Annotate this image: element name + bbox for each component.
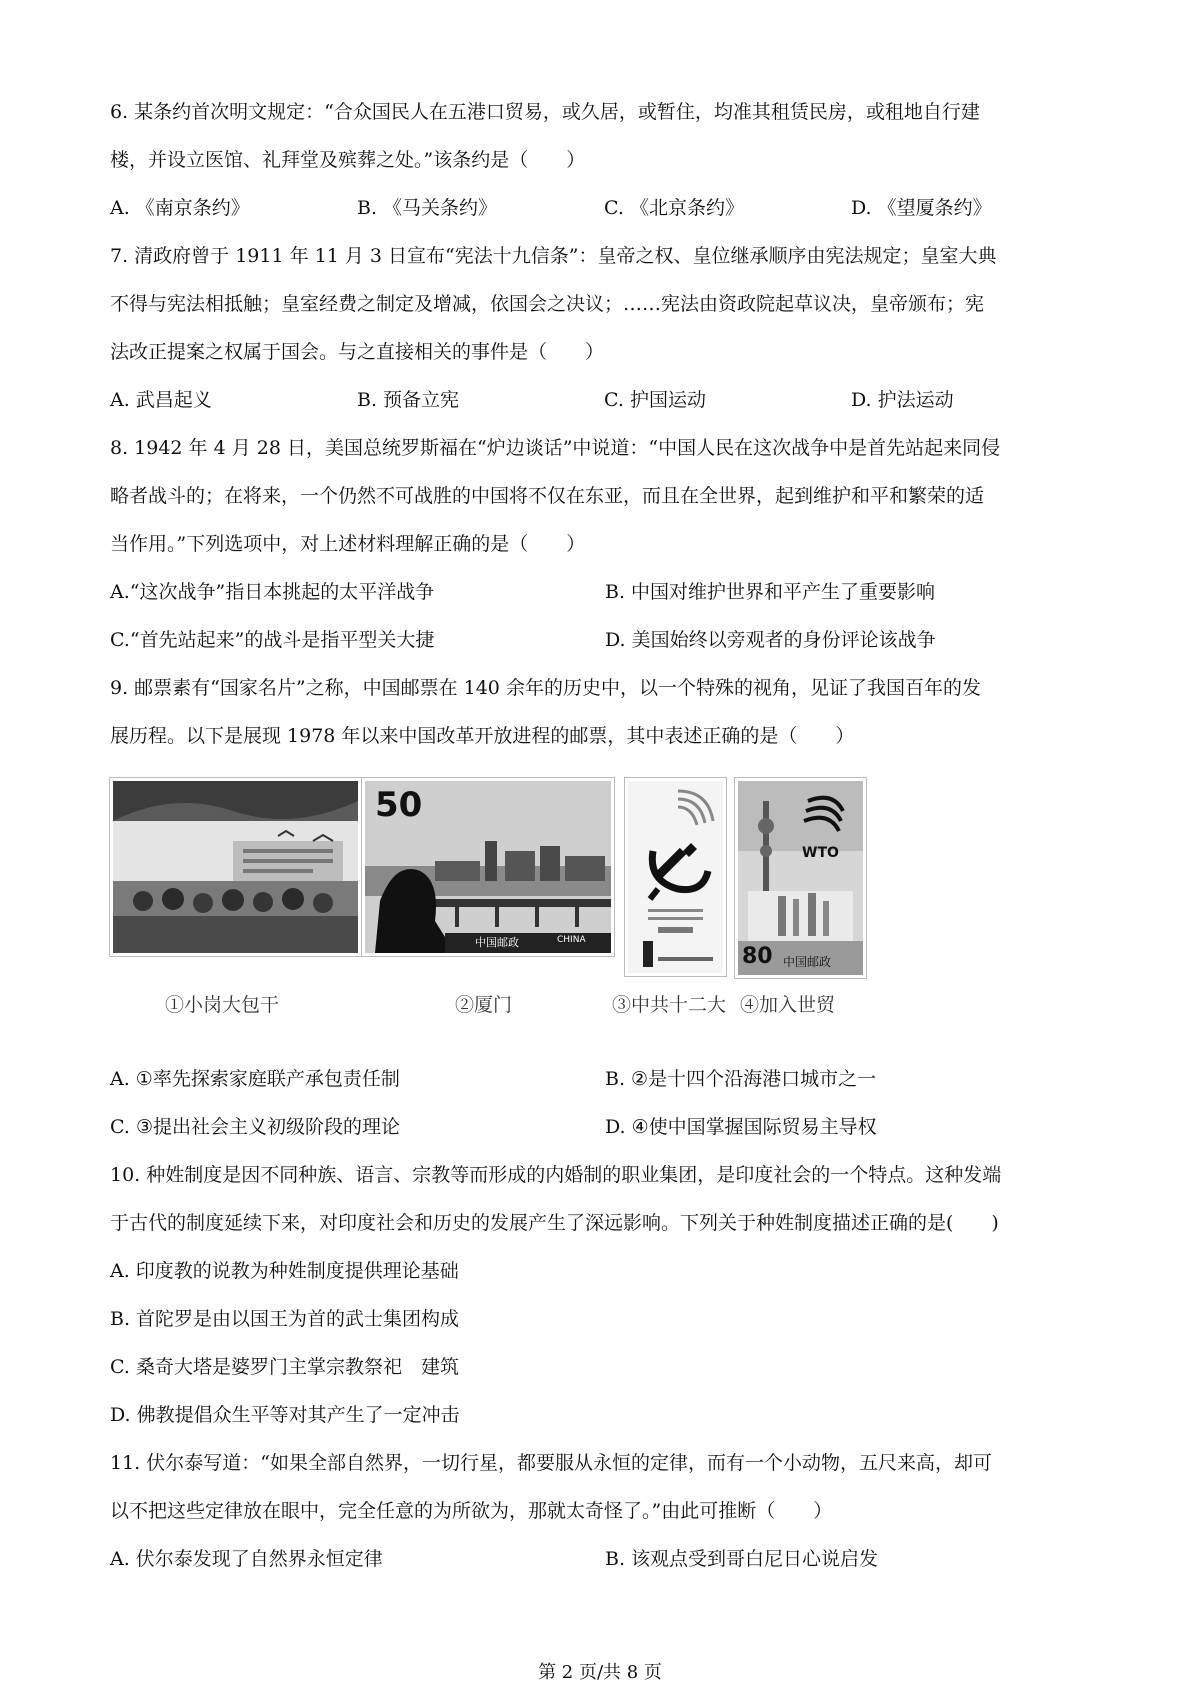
stamp-party-congress-image <box>628 781 723 973</box>
question-8-line: 当作用。”下列选项中，对上述材料理解正确的是（ ） <box>110 533 586 555</box>
question-6-options <box>110 184 1100 232</box>
question-8-line: 8. 1942 年 4 月 28 日，美国总统罗斯福在“炉边谈话”中说道：“中国人民在这次战争中是首先站起来同侵 <box>110 437 1001 459</box>
question-11-line: 11. 伏尔泰写道：“如果全部自然界，一切行星，都要服从永恒的定律，而有一个小动物，五尺来高，却可 <box>110 1452 992 1474</box>
option-a: A. 伏尔泰发现了自然界永恒定律 <box>110 1548 383 1570</box>
option-d: D. 美国始终以旁观者的身份评论该战争 <box>605 629 936 651</box>
option-d: D. ④使中国掌握国际贸易主导权 <box>605 1116 877 1138</box>
question-9-line: 9. 邮票素有“国家名片”之称，中国邮票在 140 余年的历史中，以一个特殊的视角，见证了我国百年的发 <box>110 677 981 699</box>
page-footer: 第 2 页/共 8 页 <box>538 1662 662 1683</box>
stamp-caption-1: ①小岗大包干 <box>165 994 280 1016</box>
option-d: D. 《望厦条约》 <box>851 197 992 219</box>
option-a: A. ①率先探索家庭联产承包责任制 <box>110 1068 400 1090</box>
question-7-line: 法改正提案之权属于国会。与之直接相关的事件是（ ） <box>110 341 605 363</box>
question-8-options-row2 <box>110 616 1100 664</box>
question-9-options-row1 <box>110 1055 1100 1103</box>
question-6-line: 6. 某条约首次明文规定：“合众国民人在五港口贸易，或久居，或暂住，均准其租赁民房，或租地自行建 <box>110 101 980 123</box>
question-9-line: 展历程。以下是展现 1978 年以来中国改革开放进程的邮票，其中表述正确的是（ ） <box>110 725 855 747</box>
question-10-line: 于古代的制度延续下来，对印度社会和历史的发展产生了深远影响。下列关于种姓制度描述正确的是( ) <box>110 1212 999 1234</box>
question-10 <box>110 1151 1100 1247</box>
question-8 <box>110 424 1100 568</box>
question-6-line: 楼，并设立医馆、礼拜堂及殡葬之处。”该条约是（ ） <box>110 149 586 171</box>
option-b: B. 该观点受到哥白尼日心说启发 <box>605 1548 879 1570</box>
stamp-party-congress <box>625 778 726 976</box>
stamps-figure <box>110 768 1100 1051</box>
question-9-options-row2 <box>110 1103 1100 1151</box>
option-d: D. 护法运动 <box>851 389 954 411</box>
option-b: B. 《马关条约》 <box>357 197 498 219</box>
stamp-xiaogang <box>110 778 361 956</box>
stamp-xiamen-country: CHINA <box>557 935 586 945</box>
question-11-line: 以不把这些定律放在眼中，完全任意的为所欲为，那就太奇怪了。”由此可推断（ ） <box>110 1500 833 1522</box>
option-b: B. 预备立宪 <box>357 389 460 411</box>
option-a: A. 《南京条约》 <box>110 197 250 219</box>
question-7-line: 7. 清政府曾于 1911 年 11 月 3 日宣布“宪法十九信条”：皇帝之权、皇位继承顺序由宪法规定；皇室大典 <box>110 245 997 267</box>
stamp-xiamen-post: 中国邮政 <box>475 936 519 949</box>
stamp-caption-4: ④加入世贸 <box>740 994 836 1016</box>
option-c: C. ③提出社会主义初级阶段的理论 <box>110 1116 400 1138</box>
question-11 <box>110 1439 1100 1535</box>
question-6 <box>110 88 1100 184</box>
stamp-xiamen <box>362 778 614 956</box>
question-10-line: 10. 种姓制度是因不同种族、语言、宗教等而形成的内婚制的职业集团，是印度社会的一个特点。这种发端 <box>110 1164 1002 1186</box>
question-7-options <box>110 376 1100 424</box>
exam-page <box>110 88 1100 1583</box>
question-9 <box>110 664 1100 760</box>
stamp-wto-value: 80 <box>742 944 773 969</box>
option-b: B. 首陀罗是由以国王为首的武士集团构成 <box>110 1308 460 1330</box>
question-8-line: 略者战斗的；在将来，一个仍然不可战胜的中国将不仅在东亚，而且在全世界，起到维护和平和繁荣的适 <box>110 485 985 507</box>
option-c: C. 《北京条约》 <box>604 197 744 219</box>
question-7 <box>110 232 1100 376</box>
option-b: B. 中国对维护世界和平产生了重要影响 <box>605 581 936 603</box>
option-a: A.“这次战争”指日本挑起的太平洋战争 <box>110 581 435 603</box>
stamp-wto <box>735 778 866 978</box>
question-7-line: 不得与宪法相抵触；皇室经费之制定及增减，依国会之决议；……宪法由资政院起草议决，皇帝颁布；宪 <box>110 293 985 315</box>
option-d: D. 佛教提倡众生平等对其产生了一定冲击 <box>110 1404 460 1426</box>
option-a: A. 武昌起义 <box>110 389 212 411</box>
option-c: C. 桑奇大塔是婆罗门主掌宗教祭祀 建筑 <box>110 1356 459 1378</box>
stamp-xiaogang-image <box>113 781 358 953</box>
stamp-caption-3: ③中共十二大 <box>612 994 727 1016</box>
option-b: B. ②是十四个沿海港口城市之一 <box>605 1068 877 1090</box>
stamp-caption-2: ②厦门 <box>455 994 513 1016</box>
option-c: C. 护国运动 <box>604 389 706 411</box>
option-a: A. 印度教的说教为种姓制度提供理论基础 <box>110 1260 459 1282</box>
stamp-wto-logo: WTO <box>802 845 839 861</box>
stamp-wto-post: 中国邮政 <box>783 955 832 969</box>
stamp-xiamen-value: 50 <box>375 785 423 825</box>
question-11-options <box>110 1535 1100 1583</box>
question-8-options-row1 <box>110 568 1100 616</box>
option-c: C.“首先站起来”的战斗是指平型关大捷 <box>110 629 435 651</box>
